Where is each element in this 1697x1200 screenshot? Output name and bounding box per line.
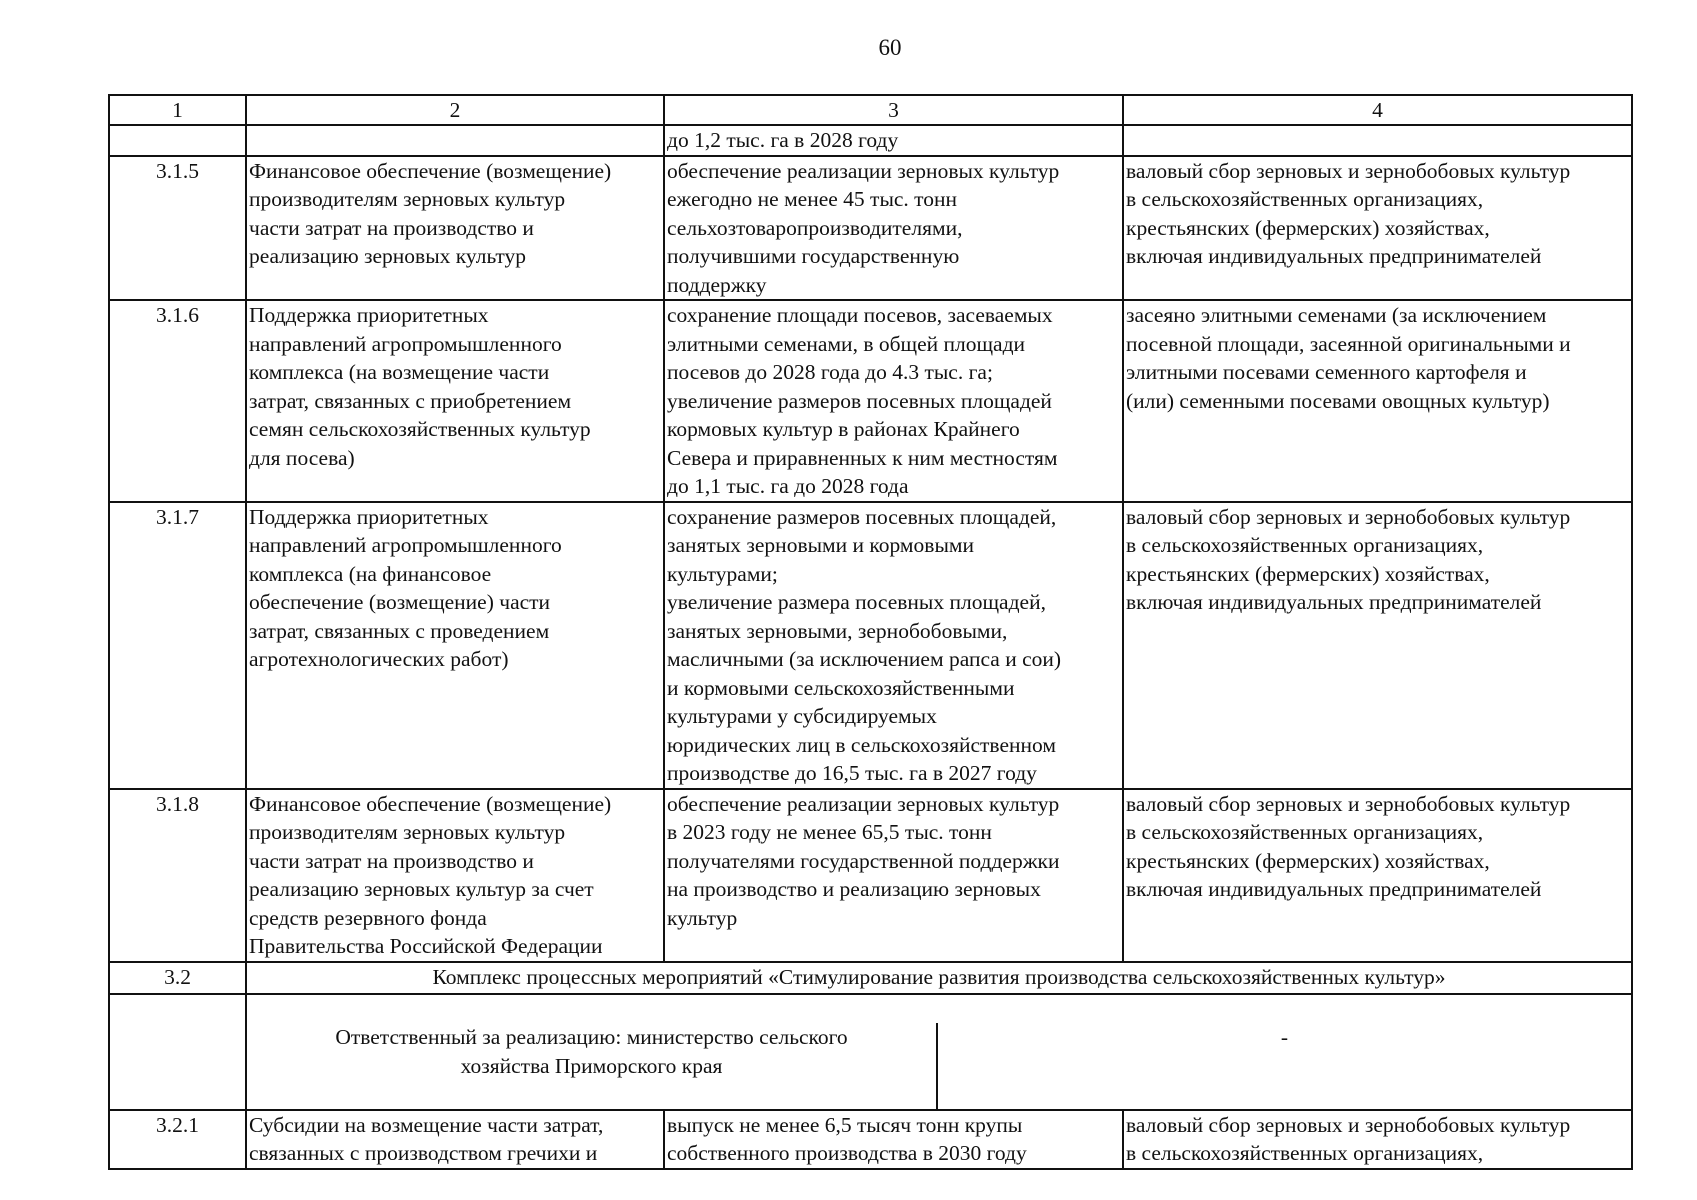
row-number: 3.2.1 bbox=[109, 1110, 246, 1169]
responsible-row bbox=[109, 994, 1632, 1110]
row-number: 3.1.7 bbox=[109, 502, 246, 789]
indicator-link: валовый сбор зерновых и зернобобовых культур в сельскохозяйственных организациях, bbox=[1123, 1110, 1632, 1169]
table-row bbox=[109, 789, 1632, 962]
header-row bbox=[109, 95, 1632, 125]
cell-event bbox=[246, 125, 664, 156]
continuation-row bbox=[109, 125, 1632, 156]
header-col-4: 4 bbox=[1123, 95, 1632, 125]
event-name: Субсидии на возмещение части затрат, связанных с производством гречихи и bbox=[246, 1110, 664, 1169]
responsible-dash: - bbox=[1280, 1025, 1289, 1049]
expected-result: сохранение размеров посевных площадей, занятых зерновыми и кормовыми культурами; увеличение размера посевных площадей, занятых зерновыми, зернобобовыми, масличными (за исключением рапса и сои) и кормовыми сельскохозяйственными культурами у субсидируемых юридических лиц в сельскохозяйственном производстве до 16,5 тыс. га в 2027 году bbox=[664, 502, 1123, 789]
cell-number bbox=[109, 994, 246, 1110]
table-row bbox=[109, 1110, 1632, 1169]
row-number: 3.1.5 bbox=[109, 156, 246, 301]
event-name: Поддержка приоритетных направлений агропромышленного комплекса (на финансовое обеспечение (возмещение) части затрат, связанных с проведением агротехнологических работ) bbox=[246, 502, 664, 789]
expected-result: обеспечение реализации зерновых культур в 2023 году не менее 65,5 тыс. тонн получателями государственной поддержки на производство и реализацию зерновых культур bbox=[664, 789, 1123, 962]
section-title: Комплекс процессных мероприятий «Стимулирование развития производства сельскохозяйственных культур» bbox=[246, 962, 1632, 994]
measures-table bbox=[108, 94, 1633, 1170]
section-row bbox=[109, 962, 1632, 994]
section-number: 3.2 bbox=[109, 962, 246, 994]
event-name: Поддержка приоритетных направлений агропромышленного комплекса (на возмещение части затрат, связанных с приобретением семян сельскохозяйственных культур для посева) bbox=[246, 300, 664, 502]
indicator-link: валовый сбор зерновых и зернобобовых культур в сельскохозяйственных организациях, крестьянских (фермерских) хозяйствах, включая индивидуальных предпринимателей bbox=[1123, 502, 1632, 789]
row-number: 3.1.6 bbox=[109, 300, 246, 502]
expected-result: сохранение площади посевов, засеваемых элитными семенами, в общей площади посевов до 2028 года до 4.3 тыс. га; увеличение размеров посевных площадей кормовых культур в районах Крайнего Севера и приравненных к ним местностям до 1,1 тыс. га до 2028 года bbox=[664, 300, 1123, 502]
row-number: 3.1.8 bbox=[109, 789, 246, 962]
cell-number bbox=[109, 125, 246, 156]
responsible-cell bbox=[246, 994, 1632, 1110]
expected-result: обеспечение реализации зерновых культур ежегодно не менее 45 тыс. тонн сельхозтоваропроизводителями, получившими государственную поддержку bbox=[664, 156, 1123, 301]
page-number: 60 bbox=[878, 35, 902, 60]
expected-result: выпуск не менее 6,5 тысяч тонн крупы собственного производства в 2030 году bbox=[664, 1110, 1123, 1169]
event-name: Финансовое обеспечение (возмещение) производителям зерновых культур части затрат на производство и реализацию зерновых культур за счет средств резервного фонда Правительства Российской Федерации bbox=[246, 789, 664, 962]
header-col-2: 2 bbox=[246, 95, 664, 125]
header-col-1: 1 bbox=[109, 95, 246, 125]
table-row bbox=[109, 156, 1632, 301]
header-col-3: 3 bbox=[664, 95, 1123, 125]
responsible-split bbox=[247, 1023, 1631, 1110]
table-row bbox=[109, 300, 1632, 502]
table-row bbox=[109, 502, 1632, 789]
indicator-link: засеяно элитными семенами (за исключением посевной площади, засеянной оригинальными и элитными посевами семенного картофеля и (или) семенными посевами овощных культур) bbox=[1123, 300, 1632, 502]
responsible-text: Ответственный за реализацию: министерство сельского хозяйства Приморского края bbox=[247, 1023, 937, 1110]
cell-indicator bbox=[1123, 125, 1632, 156]
event-name: Финансовое обеспечение (возмещение) производителям зерновых культур части затрат на производство и реализацию зерновых культур bbox=[246, 156, 664, 301]
cell-result: до 1,2 тыс. га в 2028 году bbox=[664, 125, 1123, 156]
indicator-link: валовый сбор зерновых и зернобобовых культур в сельскохозяйственных организациях, крестьянских (фермерских) хозяйствах, включая индивидуальных предпринимателей bbox=[1123, 156, 1632, 301]
indicator-link: валовый сбор зерновых и зернобобовых культур в сельскохозяйственных организациях, крестьянских (фермерских) хозяйствах, включая индивидуальных предпринимателей bbox=[1123, 789, 1632, 962]
